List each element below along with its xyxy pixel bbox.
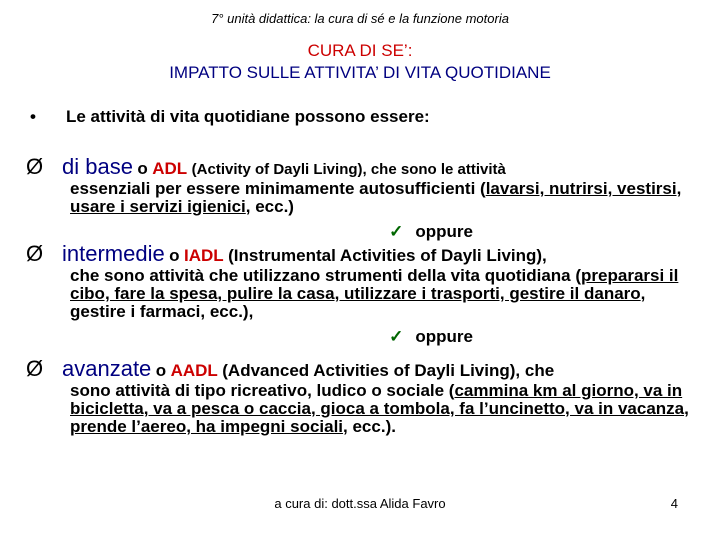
iadl-examples: prepararsi il cibo, fare la spesa, pulire la casa, utilizzare i trasporti, gestire il danaro: [70, 266, 679, 303]
section-adl: [26, 154, 696, 242]
bullet-icon: •: [30, 107, 36, 126]
iadl-description: che sono attività che utilizzano strumenti della vita quotidiana (prepararsi il cibo, fare la spesa, pulire la casa, utilizzare i trasporti, gestire il danaro, gestire i farmaci, ecc.),: [70, 266, 679, 321]
iadl-definition: (Instrumental Activities of Dayli Living),: [228, 246, 547, 265]
intro-text: Le attività di vita quotidiane possono essere:: [66, 107, 430, 126]
slide-title: [0, 40, 720, 84]
conj-o: o: [155, 361, 167, 380]
title-line-2: IMPATTO SULLE ATTIVITA’ DI VITA QUOTIDIANE: [169, 63, 551, 82]
intro-bullet: [30, 107, 690, 127]
adl-definition: (Activity of Dayli Living), che sono le attività: [191, 161, 506, 178]
page-number: 4: [670, 496, 678, 511]
term-avanzate: avanzate: [62, 356, 152, 381]
conj-o: o: [169, 246, 180, 265]
checkmark-icon: ✓: [389, 222, 404, 241]
slide-header: 7° unità didattica: la cura di sé e la funzione motoria: [211, 11, 509, 26]
abbr-aadl: AADL: [170, 361, 218, 380]
term-intermedie: intermedie: [62, 241, 165, 266]
adl-examples: lavarsi, nutrirsi, vestirsi, usare i servizi igienici: [70, 179, 682, 216]
abbr-adl: ADL: [152, 159, 188, 178]
aadl-examples: cammina km al giorno, va in bicicletta, va a pesca o caccia, gioca a tombola, fa l’uncinetto, va in vacanza, prende l’aereo, ha impegni sociali: [70, 381, 689, 436]
conj-o: o: [137, 159, 148, 178]
aadl-description: sono attività di tipo ricreativo, ludico o sociale (cammina km al giorno, va in bicicletta, va a pesca o caccia, gioca a tombola, fa l’uncinetto, va in vacanza, prende l’aereo, ha impegni sociali, ecc.).: [70, 381, 689, 436]
choice-oppure-1: ✓ oppure: [389, 222, 473, 241]
footer-author: a cura di: dott.ssa Alida Favro: [274, 496, 446, 511]
section-aadl: [26, 356, 696, 436]
checkmark-icon: ✓: [389, 327, 404, 346]
aadl-definition: (Advanced Activities of Dayli Living), che: [222, 361, 555, 380]
title-line-1: CURA DI SE’:: [307, 41, 413, 60]
arrow-bullet-icon: Ø: [26, 241, 44, 266]
adl-description: essenziali per essere minimamente autosufficienti (lavarsi, nutrirsi, vestirsi, usare i servizi igienici, ecc.): [70, 179, 682, 216]
choice-oppure-2: ✓ oppure: [389, 327, 473, 346]
abbr-iadl: IADL: [184, 246, 224, 265]
arrow-bullet-icon: Ø: [26, 154, 44, 179]
term-di-base: di base: [62, 154, 133, 179]
section-iadl: [26, 241, 696, 347]
arrow-bullet-icon: Ø: [26, 356, 44, 381]
